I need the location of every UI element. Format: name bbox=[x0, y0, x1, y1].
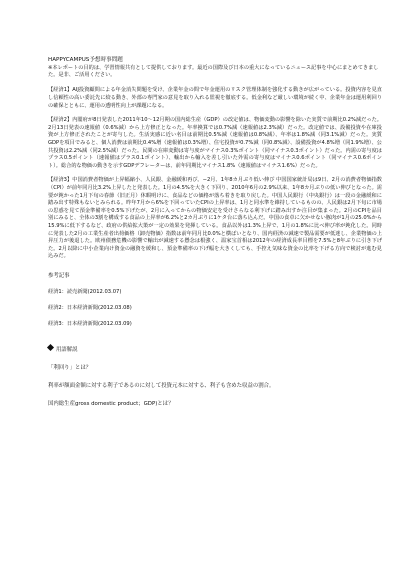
reference-item: 経済2：日本経済新聞(2012.03.08) bbox=[48, 304, 132, 311]
article-economy-1 bbox=[48, 87, 382, 110]
article-text: 中国消費者物価が上昇幅縮小、人民銀、金融緩和再び。−2月、1年8カ月ぶり低い伸び 中国国家統計局は9日、2月の消費者物価指数（CPI）が前年同月比3.2%上昇したと発表した。1月の4.5%を大きく下回り、2010年6月の2.9%以来、1年8カ月ぶりの低い伸びとなった。需要が鈍かった1月下旬の春節（旧正月）休暇明けに、食品などの価格が落ち着きを取り戻した。中国人民銀行（中央銀行）は一段の金融緩和に踏み出す特殊もないとみられる。昨年7月から6%を下回っていたCPIの上昇率は、1月と同水準を維持しているものの、人民銀は2月下旬に市場の思惑を見て預金準備率を0.5%下げたが、2月に入ってからの物価安定を受けさらなる利下げに踏み出すか注目が集まった。2月のCPIを品目別にみると、全体の3割を構成する食品の上昇率が6.2%と2カ月ぶりに1ケタ台に落ち込んだ。中国の食卓に欠かせない豚肉が1月の25.0%から15.9%に低下するなど、政府の供給拡大策が一定の効果を発揮している。食品以外は1.3%上昇で、1月の1.8%に比べ伸び率が鈍化した。同時に発表した2月の工業生産者出荷価格（卸売物価）指数は前年同月比0.0%と横ばいとなり、国内経済の減速で製品需要が低迷し、企業物価の上昇圧力が後退した。欧州債務危機の影響で輸出が減速する懸念は根強く、温家宝首相は2012年の経済成長率目標を7.5%と8年ぶりに引き下げた。2月以降に中小企業向け資金の融資を緩和し、預金準備率の下げ幅を大きくしても、手控え気味な資金の比率を下げる方向で検討が進む見込みだ。 bbox=[48, 177, 382, 260]
article-tag: 【経済3】 bbox=[48, 177, 73, 184]
glossary-item: 国内総生産gross domestic product；GDP)とは？ bbox=[48, 400, 174, 407]
document-content bbox=[48, 57, 382, 419]
article-economy-2 bbox=[48, 117, 382, 170]
glossary-item: 「利回り」とは？ bbox=[48, 364, 92, 371]
article-text: AIJ投資顧問による年金消失問題を受け、企業年金の問で年金運用のリスク管理体制を強化する動きが広がっている。投資内容を見直し信頼性の高い委託先に絞る動き、外部の専門家の意見を取り入れる監視を徹底する。低金利など厳しい環境が続く中、企業年金は運用利回りの確保とともに、運用の透明性向上が課題になる。 bbox=[48, 87, 382, 109]
diamond-bullet-icon bbox=[47, 344, 54, 351]
article-tag: 【経済1】 bbox=[48, 87, 73, 94]
document-title: HAPPYCAMPUS予想時事問題 bbox=[48, 57, 123, 63]
reference-item: 経済3：日本経済新聞(2012.03.09) bbox=[48, 320, 132, 327]
article-text: 内閣府が8日発表した2011年10〜12月期の国内総生産（GDP）の改定値は、物価変動の影響を除いた実質で前期比0.2%減だった。2月13日発表の速報値（0.6%減）から上方修正となった。年率換算では0.7%減（速報値は2.3%減）だった。改定値では、設備投資や在庫投資が上方修正されたことが寄与した。生活実感に近い名目は前期比0.5%減（速報値は0.8%減）、年率は1.8%減（同3.1%減）だった。実質GDPを項目でみると、個人消費は前期比0.4%増（速報値は0.3%増）、住宅投資が0.7%減（同0.8%減）、設備投資が4.8%増（同1.9%増）、公共投資は2.2%減（同2.5%減）だった。民間の在庫変動は寄与度がマイナス0.3%ポイント（同マイナス0.3ポイント）だった。内需の寄与度はプラス0.5ポイント（速報値はプラス0.1ポイント）、輸出から輸入を差し引いた外需の寄与度はマイナス0.6ポイント（同マイナス0.6ポイント）。総合的な物価の動きを示すGDPデフレーターは、前年同期比マイナス1.8%（速報値はマイナス1.6%）だった。 bbox=[48, 117, 382, 169]
glossary-heading bbox=[48, 346, 382, 354]
article-economy-3 bbox=[48, 177, 382, 261]
article-tag: 【経済2】 bbox=[48, 117, 73, 124]
glossary-heading-text: 用語解説 bbox=[56, 346, 78, 353]
glossary-item: 利率が額面金額に対する利子であるのに対して投資元本に対する、利子も含めた収益の割合。 bbox=[48, 382, 275, 389]
reference-item: 経済1：読売新聞(2012.03.07) bbox=[48, 288, 122, 295]
references-heading: 参考記事 bbox=[48, 272, 70, 279]
document-intro: ※本レポートの目的は、学習情報共有として提供しております。最近の国際及び日本の重大になっているニュース記事を中心にまとめてきました。是非、ご活用ください。 bbox=[48, 65, 379, 79]
